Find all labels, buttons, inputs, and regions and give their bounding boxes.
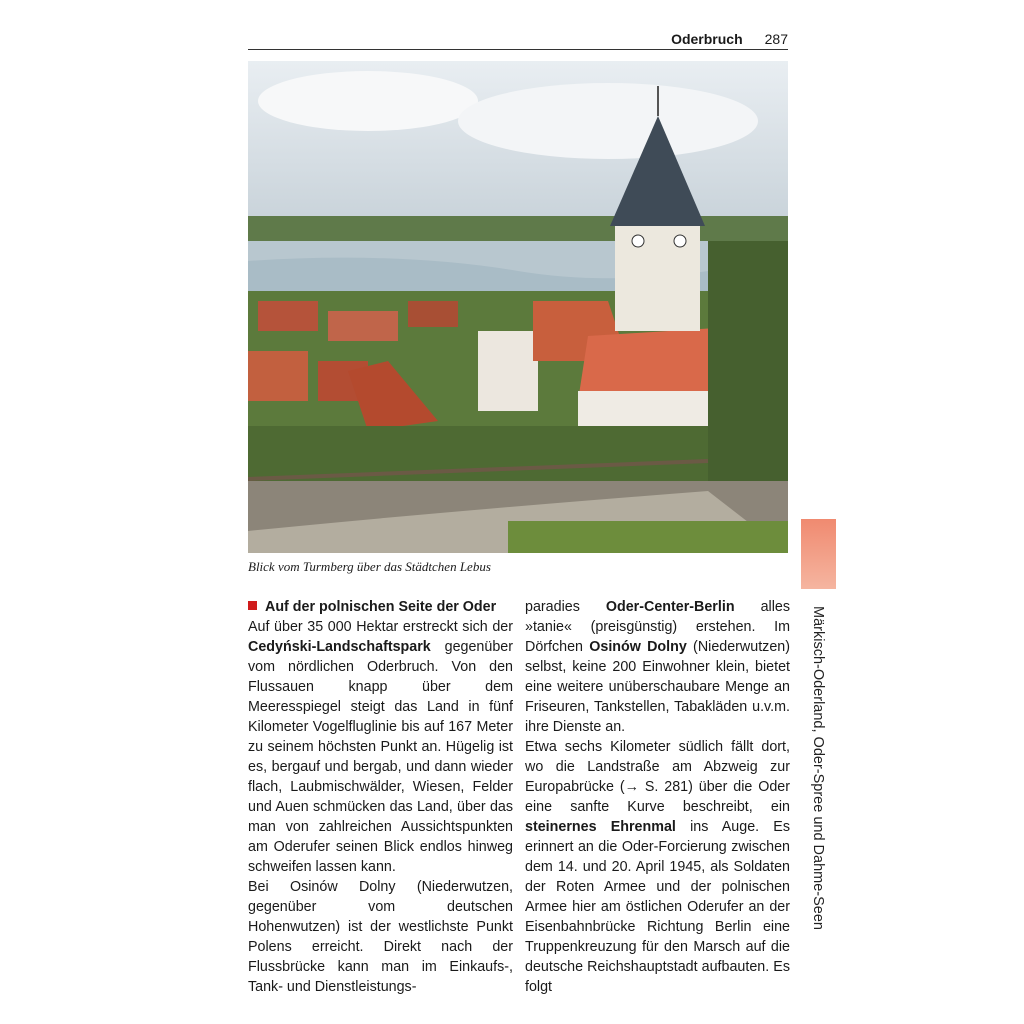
bold-term: Osinów Dolny [589,639,687,655]
bold-term: Oder-Center-Berlin [605,599,735,615]
chapter-title: Oderbruch [671,31,743,47]
running-header [248,30,788,50]
section-heading: Auf der polnischen Seite der Oder [248,597,513,617]
text-column-right [525,597,790,997]
paragraph: Etwa sechs Kilometer südlich fällt dort, wo die Landstraße am Abzweig zur Europabrücke (→ S. 281) über die Oder eine sanfte Kurve beschreibt, ein steinernes Ehrenmal ins Auge. Es erinnert an die Oder-Forcierung zwischen dem 14. und 20. April 1945, als Soldaten der Roten Armee und der polnischen Armee hier am östlichen Oderufer an der Eisenbahnbrücke Richtung Berlin eine Truppenkreuzung für den Marsch auf die deutsche Reichshauptstadt aufbauten. Es folgt [525,739,790,995]
paragraph: Bei Osinów Dolny (Niederwutzen, gegenüber vom deutschen Hohenwutzen) ist der westlichste Punkt Polens erreicht. Direkt nach der Flussbrücke kann man im Einkaufs-, Tank- und Dienstleistungs- [248,879,513,995]
photo-illustration [248,61,788,553]
side-chapter-text: Märkisch-Oderland, Oder-Spree und Dahme-Seen [810,606,826,930]
paragraph: paradies Oder-Center-Berlin alles »tanie« (preisgünstig) erstehen. Im Dörfchen Osinów Dolny (Niederwutzen) selbst, keine 200 Einwohner klein, bietet eine weitere unüberschaubare Menge an Friseuren, Tankstellen, Tabakläden u.v.m. ihre Dienste an. [525,599,790,735]
text-column-left [248,597,513,997]
photo-caption: Blick vom Turmberg über das Städtchen Lebus [248,559,491,574]
paragraph: Auf über 35 000 Hektar erstreckt sich der Cedyński-Landschaftspark gegenüber vom nördlichen Oderbruch. Von den Flussauen knapp über dem Meeresspiegel steigt das Land in fünf Kilometer Vogelfluglinie bis auf 167 Meter zu seinem höchsten Punkt an. Hügelig ist es, bergauf und bergab, und dann wieder flach, Laubmischwälder, Wiesen, Felder und Auen schmücken das Land, über das man von zahlreichen Aussichtspunkten am Oderufer seinen Blick endlos hinweg schweifen lassen kann. [248,619,513,875]
photo-lebus [248,61,788,553]
side-chapter-label [806,606,828,942]
red-square-icon [248,601,257,610]
page-number: 287 [764,31,788,47]
bold-term: steinernes Ehrenmal [525,819,676,835]
bold-term: Cedyński-Landschaftspark [248,639,431,655]
chapter-color-tab [801,519,836,589]
